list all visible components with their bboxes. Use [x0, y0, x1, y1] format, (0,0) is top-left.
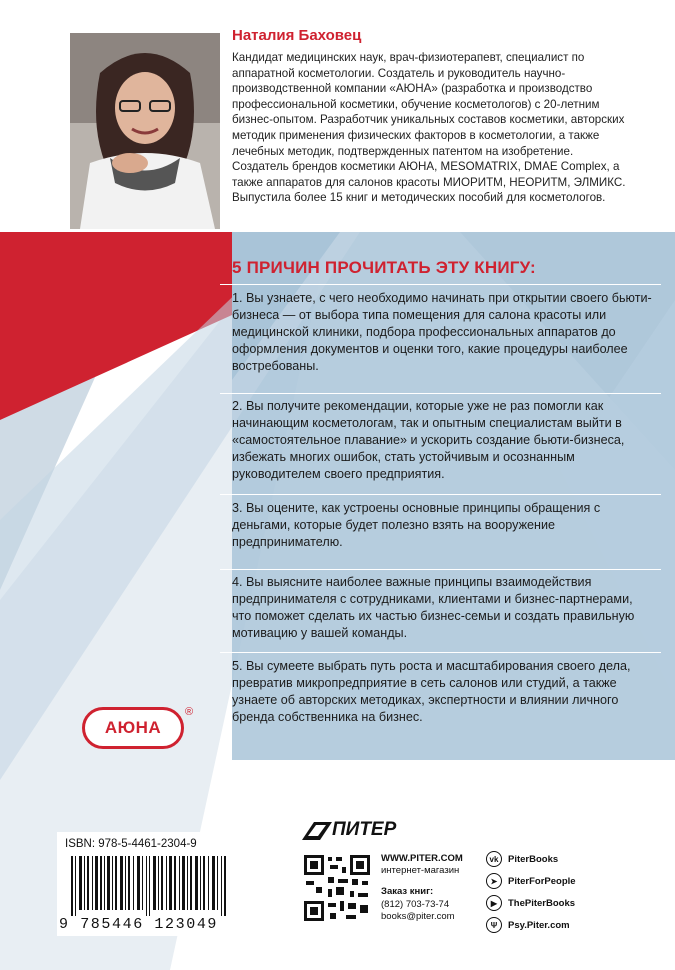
social-link-youtube[interactable]: [486, 895, 575, 911]
divider: [220, 652, 661, 653]
reason-2: 2. Вы получите рекомендации, которые уже не раз помогли как начинающим косметологам, так и опытным специалистам выйти в «самостоятельное плавание» и ускорить создание бьюти-бизнеса, избежать многих ошибок, стать устойчивым и осознанным руководителем своего предприятия.: [232, 399, 625, 481]
author-bio: Кандидат медицинских наук, врач-физиотерапевт, специалист по аппаратной косметологии. Создатель и руководитель научно-производственной компании «АЮНА» (разработка и производство профессиональной косметики, обучение косметологов) с 20-летним бизнес-опытом. Разработчик уникальных составов косметики, авторских методик применения физических факторов в косметологии, а также лечебных методик, подтвержденных патентом на изобретение. Создатель брендов косметики АЮНА, MESOMATRIX, DMAE Complex, а также аппаратов для салонов красоты МИОРИТМ, НЕОРИТМ, ЭЛМИКС. Выпустила более 15 книг и методических пособий для косметологов.: [232, 51, 626, 205]
isbn-barcode: [57, 832, 235, 936]
author-name: Наталия Баховец: [232, 27, 362, 44]
registered-mark: ®: [185, 706, 194, 718]
social-link-vk[interactable]: [486, 851, 558, 867]
shop-url[interactable]: WWW.PITER.COM: [381, 853, 463, 864]
telegram-icon: ➤: [486, 873, 502, 889]
reason-4: 4. Вы выясните наиболее важные принципы взаимодействия предпринимателя с сотрудниками, клиентами и бизнес-партнерами, что поможет сделать их частью бизнес-семьи и создать правильную мотивацию у вашей команды.: [232, 575, 635, 640]
reason-5: 5. Вы сумеете выбрать путь роста и масштабирования своего дела, превратив микропредприятие в сеть салонов или студий, а также узнаете об авторских методиках, экспертности и влиянии личного бренда собственника на бизнес.: [232, 659, 631, 724]
social-label: Psy.Piter.com: [508, 919, 570, 931]
barcode-bars: [71, 856, 227, 916]
divider: [220, 393, 661, 394]
reason-1: 1. Вы узнаете, с чего необходимо начинать при открытии своего бьюти-бизнеса — от выбора типа помещения для салона красоты или медицинской клиники, подбора профессиональных аппаратов до оформления документов и оценки того, какие процедуры наиболее востребованы.: [232, 291, 652, 373]
shop-label: интернет-магазин: [381, 865, 460, 876]
piter-logo-text: ПИТЕР: [332, 819, 397, 840]
qr-code: [302, 853, 372, 923]
author-photo: [70, 33, 220, 229]
social-label: ThePiterBooks: [508, 897, 576, 909]
social-label: PiterBooks: [508, 853, 559, 865]
barcode-digits: 9 785446 123049: [59, 916, 219, 933]
piter-logo-icon: [302, 820, 332, 842]
divider: [220, 569, 661, 570]
reason-3: 3. Вы оцените, как устроены основные принципы обращения с деньгами, которые будет полезно взять на вооружение предпринимателю.: [232, 501, 601, 549]
order-email[interactable]: books@piter.com: [381, 911, 455, 922]
reasons-title: 5 ПРИЧИН ПРОЧИТАТЬ ЭТУ КНИГУ:: [232, 258, 536, 277]
isbn-label: ISBN: 978-5-4461-2304-9: [65, 838, 197, 850]
psy-icon: Ψ: [486, 917, 502, 933]
youtube-icon: ▶: [486, 895, 502, 911]
social-link-psy[interactable]: [486, 917, 570, 933]
ayuna-logo: АЮНА: [82, 707, 184, 749]
vk-icon: vk: [486, 851, 502, 867]
piter-logo: [302, 818, 422, 844]
social-label: PiterForPeople: [508, 875, 576, 887]
social-link-telegram[interactable]: [486, 873, 576, 889]
divider: [220, 494, 661, 495]
divider: [220, 284, 661, 285]
order-phone: (812) 703-73-74: [381, 899, 450, 910]
order-label: Заказ книг:: [381, 886, 434, 897]
